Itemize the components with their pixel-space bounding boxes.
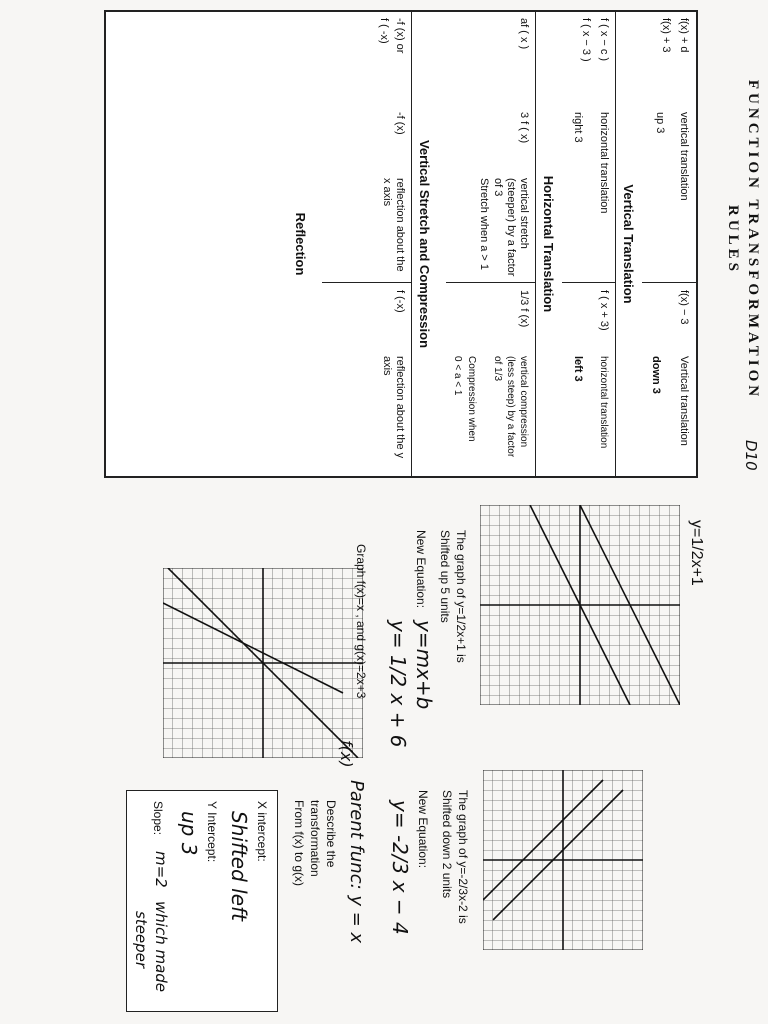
ht-right-expr: f ( x + 3) — [598, 290, 610, 331]
problem3-describe1: Describe the — [324, 800, 338, 868]
ht-left-desc: horizontal translation — [598, 112, 610, 214]
vs-right-desc: vertical compression (less steep) by a factor of 1/3 — [492, 356, 529, 458]
vs-right-note: Compression when — [466, 356, 477, 442]
slope-hand: m=2 — [152, 851, 170, 888]
rf-right-desc: reflection about the y axis — [381, 356, 406, 459]
graph-problem2 — [483, 770, 643, 950]
vt-expr-example: f(x) + 3 — [660, 18, 672, 53]
vs-expr-general: af ( x ) — [518, 18, 530, 50]
rules-table — [104, 10, 698, 478]
horizontal-translation-header: Horizontal Translation — [541, 175, 556, 313]
problem1-hand-eq1: y=mx+b — [412, 620, 436, 710]
page-number: D10 — [742, 440, 760, 471]
rf-right-expr: f (-x) — [394, 290, 406, 313]
ht-right-desc: horizontal translation — [598, 356, 609, 449]
problem1-graph-label: y=1/2x+1 — [688, 520, 705, 586]
rf-expr-example: -f (x) — [394, 112, 406, 135]
ht-expr-general: f ( x − c ) — [598, 18, 610, 62]
problem1-prompt2: Shifted up 5 units — [438, 530, 452, 623]
slope-hand2: which made — [152, 901, 170, 993]
vt-right-result: down 3 — [650, 356, 662, 394]
slope-hand3: steeper — [132, 911, 150, 969]
slope-label: Slope: — [151, 801, 165, 836]
problem1-prompt: The graph of y=1/2x+1 is — [454, 530, 468, 663]
rf-left-desc: reflection about the x axis — [381, 178, 406, 272]
problem2-prompt: The graph of y=-2/3x-2 is — [456, 790, 470, 924]
graph-problem1 — [480, 505, 680, 705]
problem3-graph-label: f(x) — [337, 740, 356, 768]
rf-expr-general: -f (x) or — [394, 18, 406, 54]
vs-left-desc: vertical stretch (steeper) by a factor of 3 — [492, 178, 530, 277]
x-int-hand: Shifted left — [227, 811, 251, 921]
problem3-hand-parent: Parent func: y = x — [346, 780, 367, 944]
problem2-new-eq-label: New Equation: — [416, 790, 430, 869]
problem3-prompt: Graph f(x)=x , and g(x)=2x+3 — [354, 544, 368, 699]
x-int-label: X intercept: — [255, 801, 269, 862]
graph-problem3 — [163, 568, 363, 758]
vs-right-expr: 1/3 f (x) — [518, 290, 530, 328]
vt-left-desc: vertical translation — [678, 112, 690, 201]
vt-left-result: up 3 — [654, 112, 666, 134]
vertical-stretch-header: Vertical Stretch and Compression — [417, 139, 432, 349]
vt-right-expr: f(x) − 3 — [678, 290, 690, 325]
problem3-describe3: From f(x) to g(x) — [292, 800, 306, 886]
rf-expr-general2: f ( -x) — [378, 18, 390, 44]
ht-right-result: left 3 — [572, 356, 584, 382]
vt-expr-general: f(x) + d — [678, 18, 690, 53]
vs-left-note: Stretch when a > 1 — [478, 178, 490, 271]
vs-right-note2: 0 < a < 1 — [452, 356, 463, 396]
problem2-hand-eq: y= -2/3 x − 4 — [388, 800, 412, 935]
answer-box — [126, 790, 278, 1012]
vt-right-desc: Vertical translation — [678, 356, 690, 446]
problem1-new-eq-label: New Equation: — [414, 530, 428, 609]
reflection-header: Reflection — [293, 212, 308, 276]
problem1-hand-eq2: y= 1/2 x + 6 — [386, 620, 410, 748]
vertical-translation-header: Vertical Translation — [621, 184, 636, 304]
vs-expr-example: 3 f ( x) — [518, 112, 530, 144]
worksheet-title: FUNCTION TRANSFORMATION RULES — [725, 79, 761, 401]
ht-left-result: right 3 — [572, 112, 584, 143]
y-int-hand: up 3 — [177, 811, 201, 856]
problem2-prompt2: Shifted down 2 units — [440, 790, 454, 899]
problem3-describe2: transformation — [308, 800, 322, 877]
y-int-label: Y Intercept: — [205, 801, 219, 863]
ht-expr-example: f ( x − 3 ) — [580, 18, 592, 62]
